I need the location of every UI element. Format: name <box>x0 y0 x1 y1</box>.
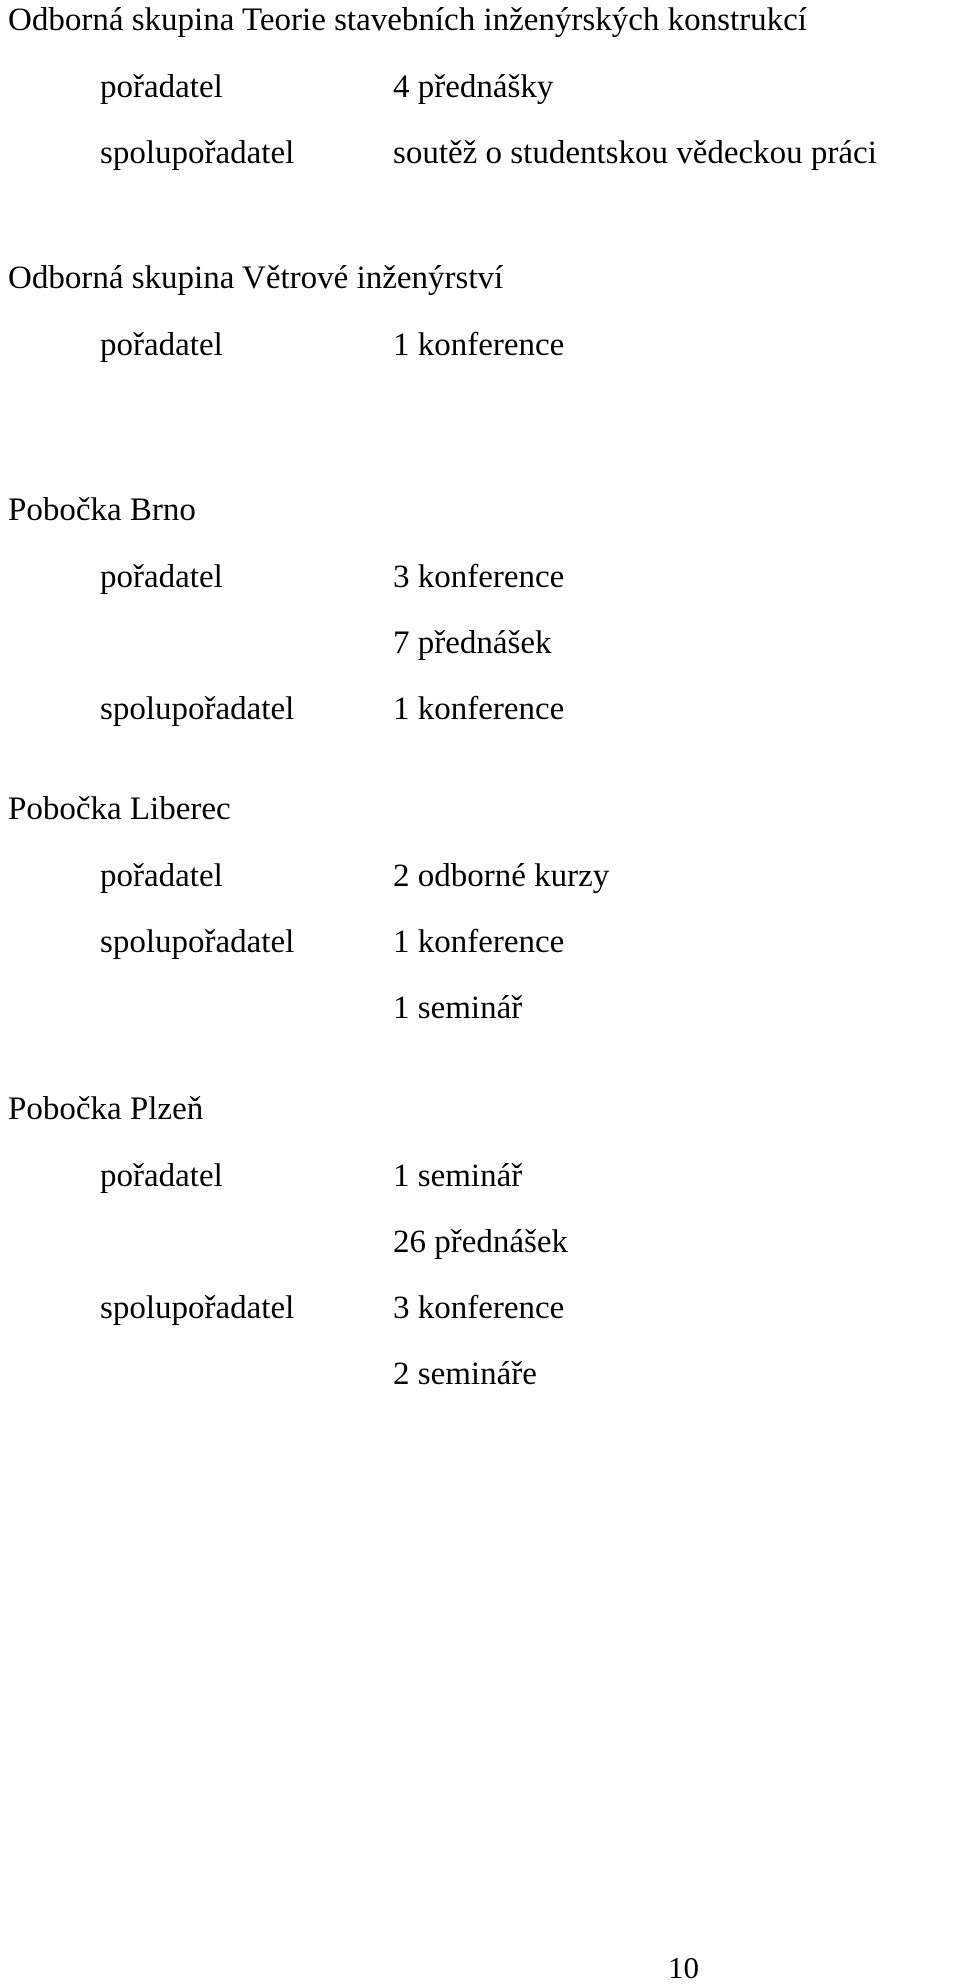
activity-item: 26 přednášek <box>393 1224 569 1260</box>
organizer-role-label: pořadatel <box>100 327 223 363</box>
activity-item: 3 konference <box>393 559 565 595</box>
organizer-role-label: pořadatel <box>100 858 223 894</box>
activity-row <box>8 992 948 1058</box>
section-pobocka-plzen <box>8 1093 948 1424</box>
organizer-role-label: spolupořadatel <box>100 924 295 960</box>
activity-item: 1 seminář <box>393 990 523 1026</box>
section-title: Pobočka Brno <box>8 492 196 528</box>
section-title: Odborná skupina Teorie stavebních inženýrských konstrukcí <box>8 2 807 38</box>
activity-item: 1 konference <box>393 327 565 363</box>
section-teorie-konstrukci <box>8 4 948 203</box>
section-title: Pobočka Plzeň <box>8 1091 204 1127</box>
activity-item: soutěž o studentskou vědeckou práci <box>393 135 877 171</box>
activity-row <box>8 1358 948 1424</box>
activity-item: 1 seminář <box>393 1158 523 1194</box>
activity-row <box>8 860 948 926</box>
section-title: Pobočka Liberec <box>8 791 231 827</box>
organizer-role-label: pořadatel <box>100 559 223 595</box>
activity-item: 4 přednášky <box>393 69 554 105</box>
activity-row <box>8 1160 948 1226</box>
activity-row <box>8 627 948 693</box>
activity-row <box>8 71 948 137</box>
activity-row <box>8 1226 948 1292</box>
organizer-role-label: pořadatel <box>100 1158 223 1194</box>
organizer-role-label: spolupořadatel <box>100 1290 295 1326</box>
section-title: Odborná skupina Větrové inženýrství <box>8 260 504 296</box>
organizer-role-label: pořadatel <box>100 69 223 105</box>
activity-row <box>8 329 948 395</box>
activity-row <box>8 693 948 759</box>
section-pobocka-liberec <box>8 793 948 1058</box>
activity-item: 3 konference <box>393 1290 565 1326</box>
organizer-role-label: spolupořadatel <box>100 135 295 171</box>
activity-item: 1 konference <box>393 924 565 960</box>
section-pobocka-brno <box>8 494 948 759</box>
section-vetrove-inzenyrstvi <box>8 262 948 395</box>
activity-row <box>8 561 948 627</box>
activity-row <box>8 137 948 203</box>
activity-row <box>8 926 948 992</box>
activity-item: 1 konference <box>393 691 565 727</box>
organizer-role-label: spolupořadatel <box>100 691 295 727</box>
activity-item: 7 přednášek <box>393 625 552 661</box>
activity-row <box>8 1292 948 1358</box>
page-number: 10 <box>668 1950 699 1985</box>
activity-item: 2 odborné kurzy <box>393 858 610 894</box>
activity-item: 2 semináře <box>393 1356 537 1392</box>
